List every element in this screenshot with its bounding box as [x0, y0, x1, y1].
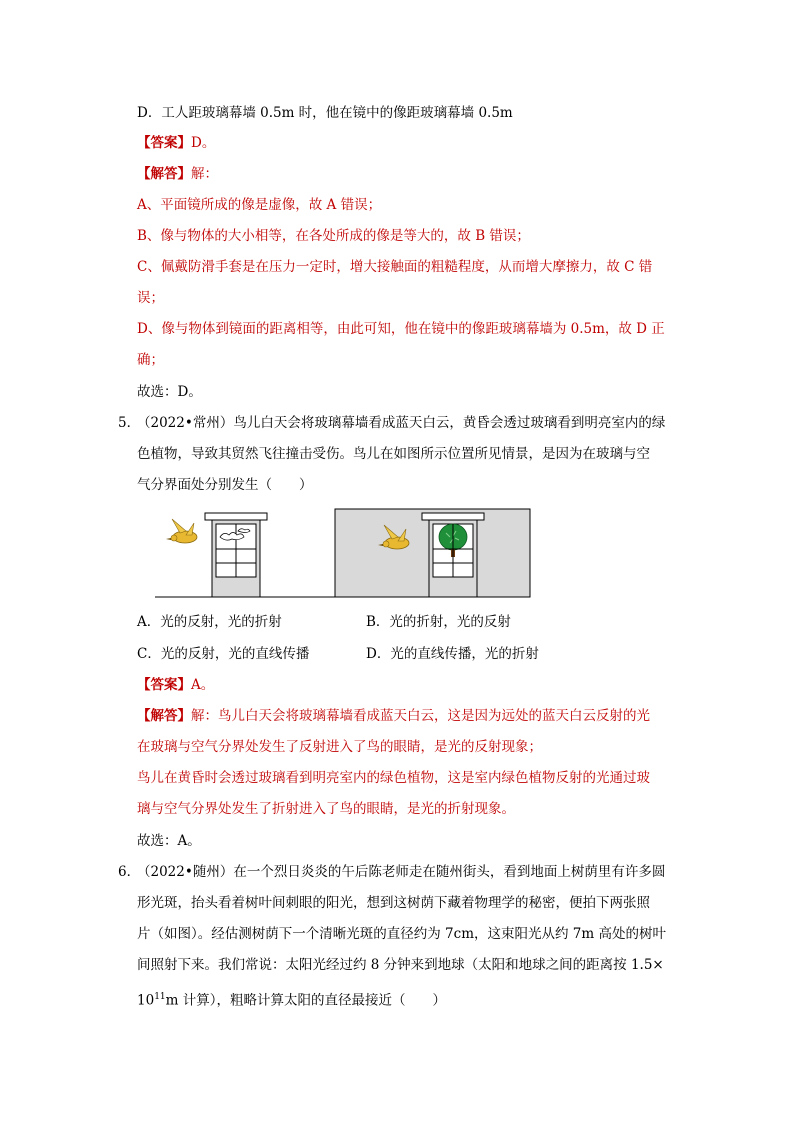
q4-option-d: D．工人距玻璃幕墙 0.5m 时，他在镜中的像距玻璃幕墙 0.5m: [137, 105, 513, 121]
q6-stem-line: 形光斑，抬头看着树叶间刺眼的阳光，想到这树荫下藏着物理学的秘密，便拍下两张照: [137, 895, 650, 911]
q5-stem-line: （2022•常州）鸟儿白天会将玻璃幕墙看成蓝天白云，黄昏会透过玻璃看到明亮室内的绿: [137, 415, 666, 431]
q4-analysis-line: C、佩戴防滑手套是在压力一定时，增大接触面的粗糙程度，从而增大摩擦力，故 C 错: [137, 259, 653, 275]
q5-analysis-line: 鸟儿在黄昏时会透过玻璃看到明亮室内的绿色植物，这是室内绿色植物反射的光通过玻: [137, 770, 650, 786]
q4-analysis-line: 确；: [137, 352, 164, 368]
power-base: 10: [137, 992, 155, 1009]
power-exponent: 11: [154, 992, 166, 1002]
q4-analysis-line: D、像与物体到镜面的距离相等，由此可知，他在镜中的像距玻璃幕墙为 0.5m，故 D 正: [137, 321, 665, 337]
q6-stem-line: （2022•随州）在一个烈日炎炎的午后陈老师走在随州街头，看到地面上树荫里有许多圆: [137, 864, 666, 880]
q6-number: 6．: [118, 864, 141, 880]
q4-analysis-line: B、像与物体的大小相等，在各处所成的像是等大的，故 B 错误；: [137, 228, 530, 244]
q4-answer: [137, 133, 215, 153]
q5-figure: [150, 505, 535, 600]
q5-option-b: B．光的折射，光的反射: [366, 614, 511, 630]
analysis-line: 解：鸟儿白天会将玻璃幕墙看成蓝天白云，这是因为远处的蓝天白云反射的光: [191, 708, 650, 724]
q4-analysis-line: 误；: [137, 290, 164, 306]
analysis-tag: 【解答】: [137, 166, 191, 182]
q6-stem-rest: m 计算），粗略计算太阳的直径最接近（ ）: [165, 992, 446, 1009]
q5-answer: [137, 675, 214, 695]
window-daytime: [205, 513, 267, 597]
answer-value: A。: [191, 677, 215, 693]
q4-choose: 故选：D。: [137, 384, 202, 400]
q5-analysis-first: [137, 706, 650, 726]
q4-analysis-line: A、平面镜所成的像是虚像，故 A 错误；: [137, 197, 382, 213]
q6-stem-last: [137, 987, 446, 1011]
analysis-head: 解：: [191, 166, 218, 182]
q5-option-d: D．光的直线传播，光的折射: [366, 646, 539, 662]
q5-option-a: A．光的反射，光的折射: [137, 614, 282, 630]
q5-number: 5．: [118, 415, 141, 431]
bird-icon: [166, 519, 197, 543]
q6-stem-line: 间照射下来。我们常说：太阳光经过约 8 分钟来到地球（太阳和地球之间的距离按 1.5×: [137, 957, 664, 973]
answer-tag: 【答案】: [137, 135, 191, 151]
q6-stem-line: 片（如图）。经估测树荫下一个清晰光斑的直径约为 7cm，这束阳光从约 7m 高处的树叶: [137, 926, 666, 942]
q5-analysis-line: 在玻璃与空气分界处发生了反射进入了鸟的眼睛，是光的反射现象；: [137, 739, 542, 755]
q4-analysis-head: [137, 164, 218, 184]
q5-stem-line: 色植物，导致其贸然飞往撞击受伤。鸟儿在如图所示位置所见情景，是因为在玻璃与空: [137, 446, 650, 462]
answer-tag: 【答案】: [137, 677, 191, 693]
answer-value: D。: [191, 135, 216, 151]
q5-choose: 故选：A。: [137, 833, 201, 849]
analysis-tag: 【解答】: [137, 708, 191, 724]
window-dusk: [422, 513, 484, 597]
q5-analysis-line: 璃与空气分界处发生了折射进入了鸟的眼睛，是光的折射现象。: [137, 801, 515, 817]
q5-option-c: C．光的反射，光的直线传播: [137, 646, 310, 662]
q5-stem-line: 气分界面处分别发生（ ）: [137, 477, 313, 493]
